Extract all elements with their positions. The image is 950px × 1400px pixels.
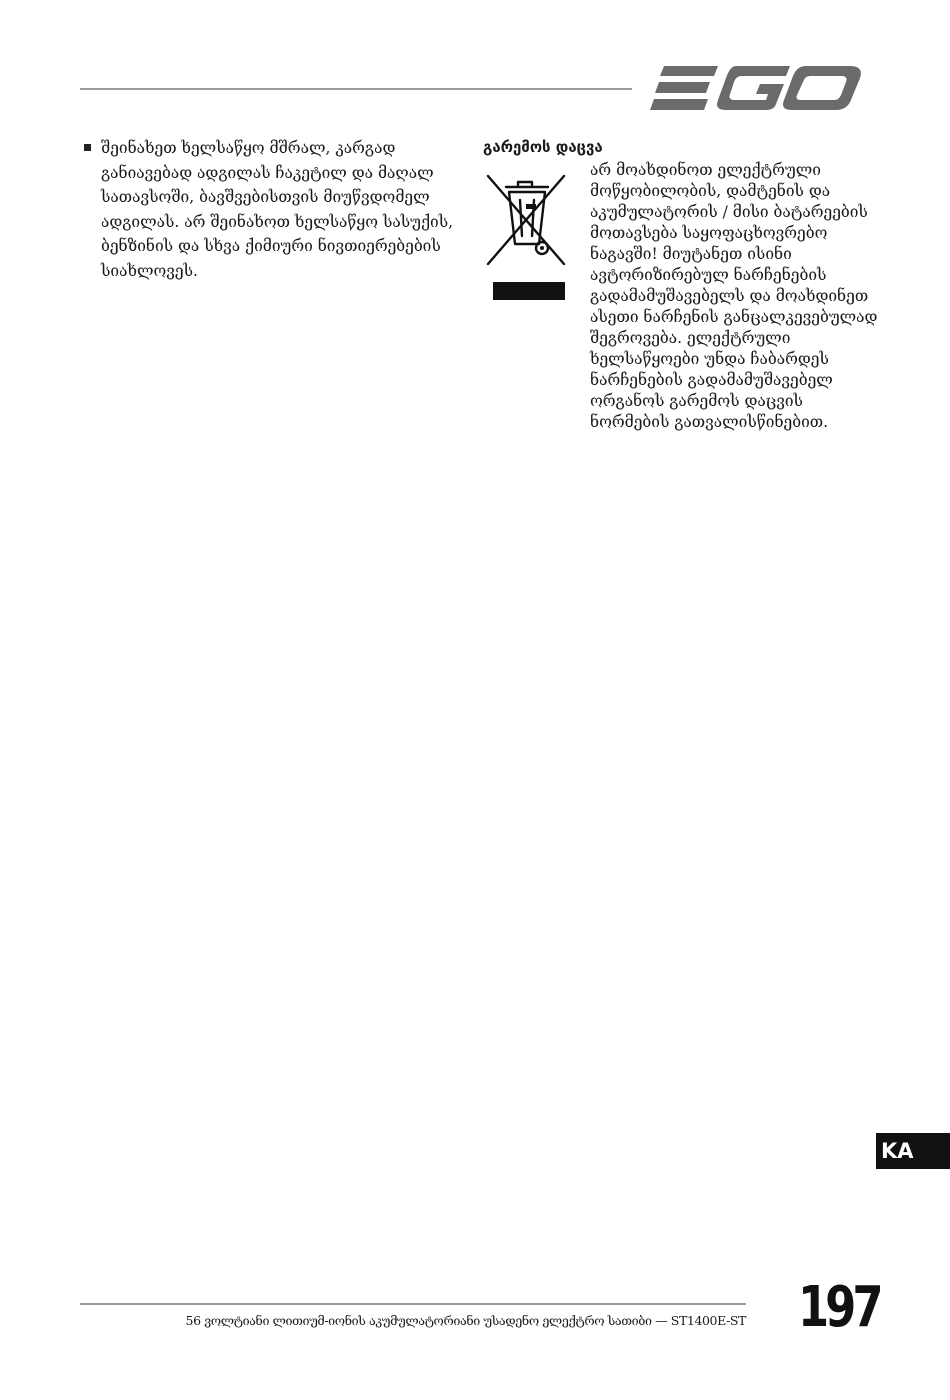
language-tab: KA	[876, 1133, 950, 1169]
footer-rule	[80, 1303, 746, 1305]
storage-bullet-text: შეინახეთ ხელსაწყო მშრალ, კარგად განიავებად ადგილას ჩაკეტილ და მაღალ სათავსოში, ბავშვებისთვის მიუწვდომელ ადგილას. არ შეინახოთ ხელსაწყო სასუქის, ბენზინის და სხვა ქიმიური ნივთიერებების სიახლოვეს.	[101, 139, 454, 280]
storage-instructions	[84, 136, 464, 283]
environment-heading: გარემოს დაცვა	[483, 138, 603, 156]
page-number: 197	[798, 1275, 880, 1340]
square-bullet-icon	[84, 144, 91, 151]
footer-product-title: 56 ვოლტიანი ლითიუმ-იონის აკუმულატორიანი უსადენო ელექტრო სათიბი — ST1400E-ST	[185, 1313, 746, 1328]
ego-logo	[650, 64, 862, 112]
environment-text: არ მოახდინოთ ელექტრული მოწყობილობის, დამტენის და აკუმულატორის / მისი ბატარეების მოთავსება საყოფაცხოვრებო ნაგავში! მიუტანეთ ისინი ავტორიზირებულ ნარჩენების გადამამუშავებელს და მოახდინეთ ასეთი ნარჩენის განცალკევებულად შეგროვება. ელექტრული ხელსაწყოები უნდა ჩაბარდეს ნარჩენების გადამამუშავებელ ორგანოს გარემოს დაცვის ნორმების გათვალისწინებით.	[590, 161, 878, 431]
list-item	[84, 136, 464, 283]
header-rule	[80, 88, 632, 90]
crossed-out-wheeled-bin-icon	[484, 172, 568, 268]
weee-marking-bar	[493, 282, 565, 300]
